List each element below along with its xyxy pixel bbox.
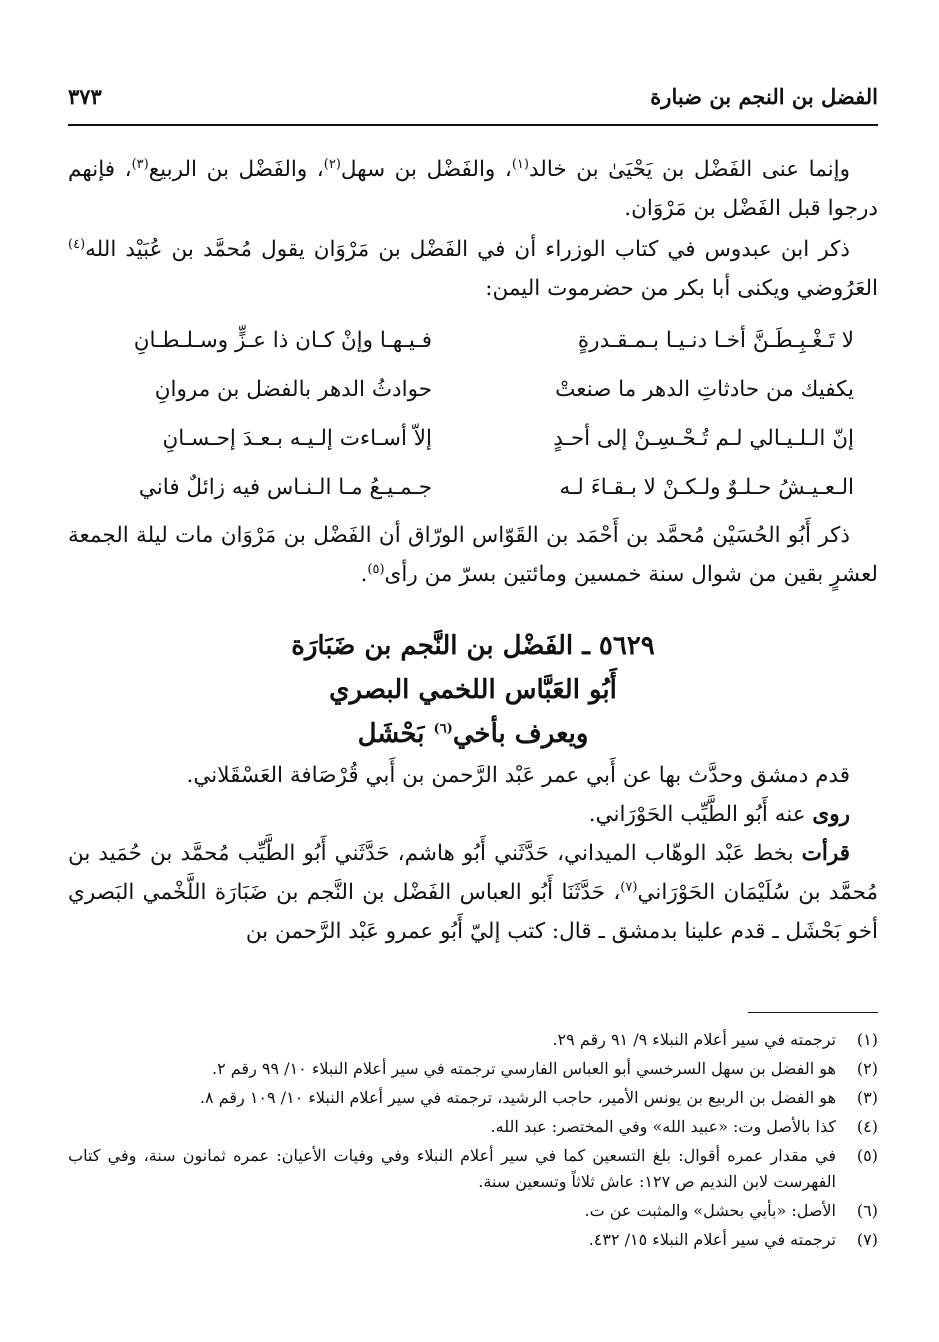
paragraph-text: العَرُوضي ويكنى أبا بكر من حضرموت اليمن: [485,276,878,301]
verse-second-hemistich: فـيـهـا وإنْ كـان ذا عـزٍّ وسـلـطـانِ [133,328,432,353]
footnote [68,1198,878,1224]
paragraph-text: ، والفَضْل بن سهل [340,157,512,182]
footnotes [68,1027,878,1256]
footnote-text: الأصل: «بأبي بحشل» والمثبت عن ت. [584,1201,836,1220]
poem [92,316,854,512]
footnote-text: ترجمته في سير أعلام النبلاء ١٥/ ٤٣٢. [588,1230,836,1249]
footnote-ref-7[interactable]: (٧) [620,879,638,895]
verse-first-hemistich: لا تَـغْـبِـطَـنَّ أخـا دنـيـا بـمـقـدرةٍ [577,328,854,353]
paragraph-text: ، فإنهم درجوا قبل الفَضْل بن مَرْوَان. [68,157,878,221]
entry-nickname [68,712,878,756]
poem-verse [92,414,854,463]
footnote [68,1143,878,1195]
paragraph-2 [68,230,878,308]
paragraph-1 [68,150,878,228]
footnote-ref-4[interactable]: (٤) [68,236,86,252]
footnote [68,1085,878,1111]
footnote-ref-1[interactable]: (١) [511,156,529,172]
verse-second-hemistich: حوادثُ الدهر بالفضل بن مروانِ [154,377,432,402]
paragraph-text: ، حَدَّثَنَا أَبُو العباس الفَضْل بن النَّجم بن ضَبَارَة اللَّخْمي البَصري أخو بَحْشَل ـ قدم علينا بدمشق ـ قال: كتب إليّ أَبُو عمرو عَبْد الرَّحمن بن [68,880,878,944]
footnote-number: (٤) [856,1117,878,1136]
paragraph-text: ، والفَضْل بن الربيع [148,157,324,182]
page-number: ٣٧٣ [68,84,102,109]
paragraph-text: بخط عَبْد الوهّاب الميداني، حَدَّثَني أَبُو هاشم، حَدَّثَني أَبُو الطَّيِّب مُحمَّد بن حُمَيد بن مُحمَّد بن سُلَيْمَان الحَوْرَاني [68,841,878,905]
paragraph-text: ذكر ابن عبدوس في كتاب الوزراء أن في الفَضْل بن مَرْوَان يقول مُحمَّد بن عُبَيْد الله [85,237,850,262]
entry-heading [68,624,878,756]
paragraph-text: وإنما عنى الفَضْل بن يَحْيَىٰ بن خالد [528,157,850,182]
footnote-number: (٢) [856,1059,878,1078]
footnote-number: (١) [856,1030,878,1049]
footnote [68,1056,878,1082]
paragraph-4: قدم دمشق وحدَّث بها عن أَبي عمر عَبْد الرَّحمن بن أَبي قُرْصَافة العَسْقَلاني. [186,763,850,788]
lead-word: قرأت [801,841,850,866]
entry-nickname-text: بَحْشَل [357,719,434,749]
footnote-text: هو الفضل بن سهل السرخسي أبو العباس الفارسي ترجمته في سير أعلام النبلاء ١٠/ ٩٩ رقم ٢. [212,1059,836,1078]
poem-verse [92,316,854,365]
footnote-number: (٣) [856,1088,878,1107]
footnote-ref-5[interactable]: (٥) [367,561,385,577]
paragraph-5 [68,795,878,834]
lead-word: روى [812,802,850,827]
entry-title: ٥٦٢٩ ـ الفَضْل بن النَّجم بن ضَبَارَة [291,631,655,661]
footnote-text: كذا بالأصل وت: «عبيد الله» وفي المختصر: عبد الله. [490,1117,836,1136]
footnote-ref-2[interactable]: (٢) [323,156,341,172]
footnote-rule [748,1012,878,1013]
verse-first-hemistich: الـعـيـشُ حـلـوٌ ولـكـنْ لا بـقـاءَ لـه [559,475,854,500]
verse-second-hemistich: إلاّ أسـاءت إلـيـه بـعـدَ إحـسـانِ [162,426,432,451]
footnote [68,1114,878,1140]
header-rule [68,124,878,126]
footnote-text: هو الفضل بن الربيع بن يونس الأمير، حاجب الرشيد، ترجمته في سير أعلام النبلاء ١٠/ ١٠٩ رقم ٨. [199,1088,836,1107]
running-title: الفضل بن النجم بن ضبارة [650,84,878,109]
footnote-ref-6[interactable]: (٦) [433,721,453,737]
verse-second-hemistich: جـمـيـعُ مـا الـنـاس فيه زائلٌ فاني [138,475,432,500]
footnote-text: ترجمته في سير أعلام النبلاء ٩/ ٩١ رقم ٢٩. [552,1030,836,1049]
book-page [68,72,878,1249]
paragraph-3 [68,516,878,594]
poem-verse [92,365,854,414]
footnote [68,1027,878,1053]
entry-nickname-text: ويعرف بأخي [452,719,589,749]
paragraph-text: . [360,562,368,587]
footnote [68,1227,878,1253]
footnote-number: (٥) [856,1146,878,1165]
poem-verse [92,463,854,512]
footnote-text: في مقدار عمره أقوال: بلغ التسعين كما في سير أعلام النبلاء وفي وفيات الأعيان: عمره ثمانون سنة، وفي كتاب الفهرست لابن النديم ص ١٢٧: عاش ثلاثاً وتسعين سنة. [68,1146,836,1191]
verse-first-hemistich: يكفيك من حادثاتِ الدهر ما صنعتْ [555,377,854,402]
paragraph-text: ذكر أَبُو الحُسَيْن مُحمَّد بن أَحْمَد بن القَوّاس الورّاق أن الفَضْل بن مَرْوَان مات ليلة الجمعة لعشرٍ بقين من شوال سنة خمسين ومائتين بسرّ من رأى [68,523,878,587]
verse-first-hemistich: إنّ الـلـيـالي لـم تُـحْـسِـنْ إلى أحـدٍ [553,426,854,451]
paragraph-6 [68,834,878,951]
running-header [68,72,878,112]
footnote-number: (٦) [856,1201,878,1220]
footnote-number: (٧) [856,1230,878,1249]
footnote-ref-3[interactable]: (٣) [131,156,149,172]
main-text [68,150,878,951]
paragraph-text: عنه أَبُو الطَّيِّب الحَوْرَاني. [588,802,813,827]
entry-kunya: أَبُو العَبَّاس اللخمي البصري [329,675,617,705]
